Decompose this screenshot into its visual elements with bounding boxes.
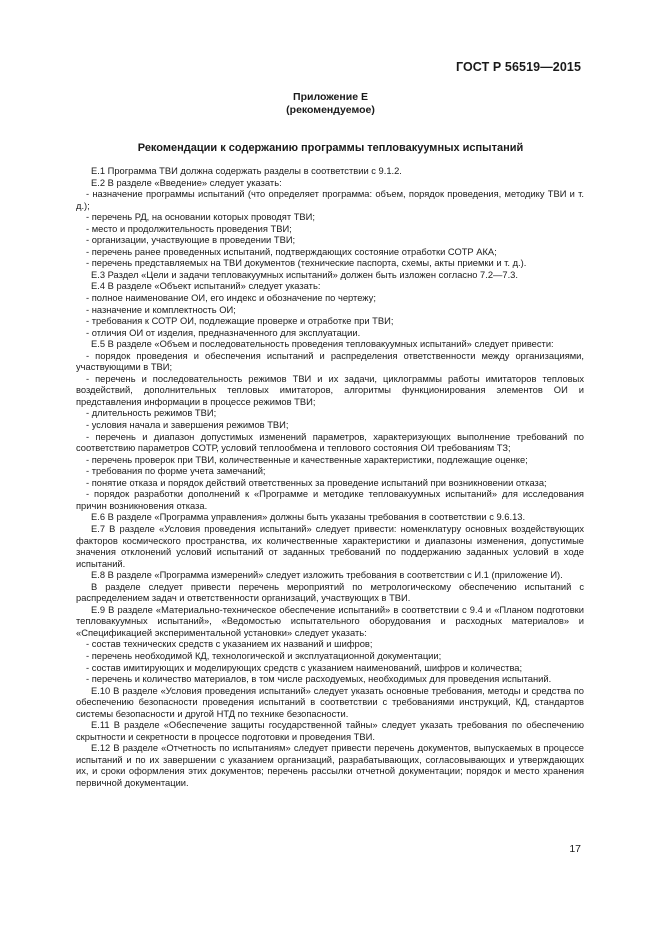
list-item: - порядок проведения и обеспечения испытаний и распределения ответственности между организациями, участвующими в ТВИ; [76,350,584,373]
list-item: - место и продолжительность проведения ТВИ; [86,223,292,234]
list-item: - перечень РД, на основании которых проводят ТВИ; [86,212,315,223]
list-item: - перечень представляемых на ТВИ документов (технические паспорта, схемы, акты приемки и т. д.). [86,258,527,269]
paragraph: Е.4 В разделе «Объект испытаний» следует указать: [91,281,321,292]
page-number: 17 [569,843,581,855]
list-item: - отличия ОИ от изделия, предназначенного для эксплуатации. [86,327,361,338]
list-item: - назначение программы испытаний (что определяет программа: объем, порядок проведения, методику ТВИ и т. д.); [76,189,584,211]
list-item: - перечень необходимой КД, технологической и эксплуатационной документации; [86,650,442,661]
paragraph: Е.12 В разделе «Отчетность по испытаниям» следует привести перечень документов, выпускаемых в процессе испытаний и по их завершении с указанием организаций, разрабатывающих, согласовывающих и утверждающих их, и сроки оформления этих документов; перечень рассылки отчетной документации; порядок и место хранения первичной документации. [76,743,584,788]
list-item: - состав технических средств с указанием их названий и шифров; [86,639,373,650]
list-item: - длительность режимов ТВИ; [86,408,217,419]
paragraph: Е.11 В разделе «Обеспечение защиты государственной тайны» следует указать требования по обеспечению скрытности и секретности в процессе подготовки и проведения ТВИ. [76,720,584,742]
paragraph: Е.6 В разделе «Программа управления» должны быть указаны требования в соответствии с 9.6.13. [91,512,526,523]
list-item: - организации, участвующие в проведении ТВИ; [86,235,296,246]
appendix-title: Приложение Е [293,91,368,103]
paragraph: Е.9 В разделе «Материально-техническое обеспечение испытаний» в соответствии с 9.4 и «Планом подготовки тепловакуумных испытаний», «Ведомостью испытательного оборудования и расходных материалов» и «Спецификацией экспериментальной установки» следует указать: [76,604,584,638]
list-item: - перечень и последовательность режимов ТВИ и их задачи, циклограммы работы имитаторов тепловых воздействий, дополнительных тепловых имитаторов, алгоритмы функционирования элементов ОИ и представления информации в процессе режимов ТВИ; [76,373,584,407]
standard-code: ГОСТ Р 56519—2015 [455,60,581,74]
appendix-status: (рекомендуемое) [286,104,375,116]
list-item: - условия начала и завершения режимов ТВИ; [86,420,289,431]
paragraph: Е.1 Программа ТВИ должна содержать разделы в соответствии с 9.1.2. [91,166,402,176]
list-item: - требования по форме учета замечаний; [86,466,266,477]
list-item: - полное наименование ОИ, его индекс и обозначение по чертежу; [86,293,376,304]
list-item: - перечень проверок при ТВИ, количественные и качественные характеристики, подлежащие оценке; [86,454,528,465]
list-item: - перечень ранее проведенных испытаний, подтверждающих состояние отработки СОТР АКА; [86,246,497,257]
list-item: - состав имитирующих и моделирующих средств с указанием наименований, шифров и количества; [86,662,523,673]
paragraph: Е.10 В разделе «Условия проведения испытаний» следует указать основные требования, методы и средства по обеспечению безопасности проведения испытаний в соответствии с требованиями инструкций, КД, стандартов системы безопасности и другой НТД по технике безопасности. [76,685,584,719]
paragraph: Е.3 Раздел «Цели и задачи тепловакуумных испытаний» должен быть изложен согласно 7.2—7.3. [91,269,518,280]
document-body [76,166,584,790]
list-item: - порядок разработки дополнений к «Программе и методике тепловакуумных испытаний» для исследования причин возникновения отказа. [76,489,584,511]
list-item: - назначение и комплектность ОИ; [86,304,236,315]
list-item: - перечень и количество материалов, в том числе расходуемых, необходимых для проведения испытаний. [86,674,552,685]
paragraph: Е.8 В разделе «Программа измерений» следует изложить требования в соответствии с И.1 (приложение И). [91,570,563,581]
paragraph: Е.2 В разделе «Введение» следует указать: [91,177,282,188]
paragraph: Е.5 В разделе «Объем и последовательность проведения тепловакуумных испытаний» следует привести: [91,339,554,350]
appendix-heading [0,91,661,117]
document-title: Рекомендации к содержанию программы тепловакуумных испытаний [137,142,524,154]
list-item: - требования к СОТР ОИ, подлежащие проверке и отработке при ТВИ; [86,316,394,327]
list-item: - понятие отказа и порядок действий ответственных за проведение испытаний при возникновении отказа; [86,477,547,488]
list-item: - перечень и диапазон допустимых изменений параметров, характеризующих выполнение требований по соответствию параметров СОТР, условий теплообмена и теплового состояния ОИ требованиям ТЗ; [76,431,584,454]
paragraph: Е.7 В разделе «Условия проведения испытаний» следует привести: номенклатуру основных воздействующих факторов космического пространства, их количественные характеристики и диапазоны изменения, допустимые значения отклонений условий испытаний от заданных требований по поддержанию заданных условий в ходе испытаний. [76,523,584,569]
paragraph: В разделе следует привести перечень мероприятий по метрологическому обеспечению испытаний с распределением задач и ответственности организаций, участвующих в ТВИ. [76,581,584,604]
